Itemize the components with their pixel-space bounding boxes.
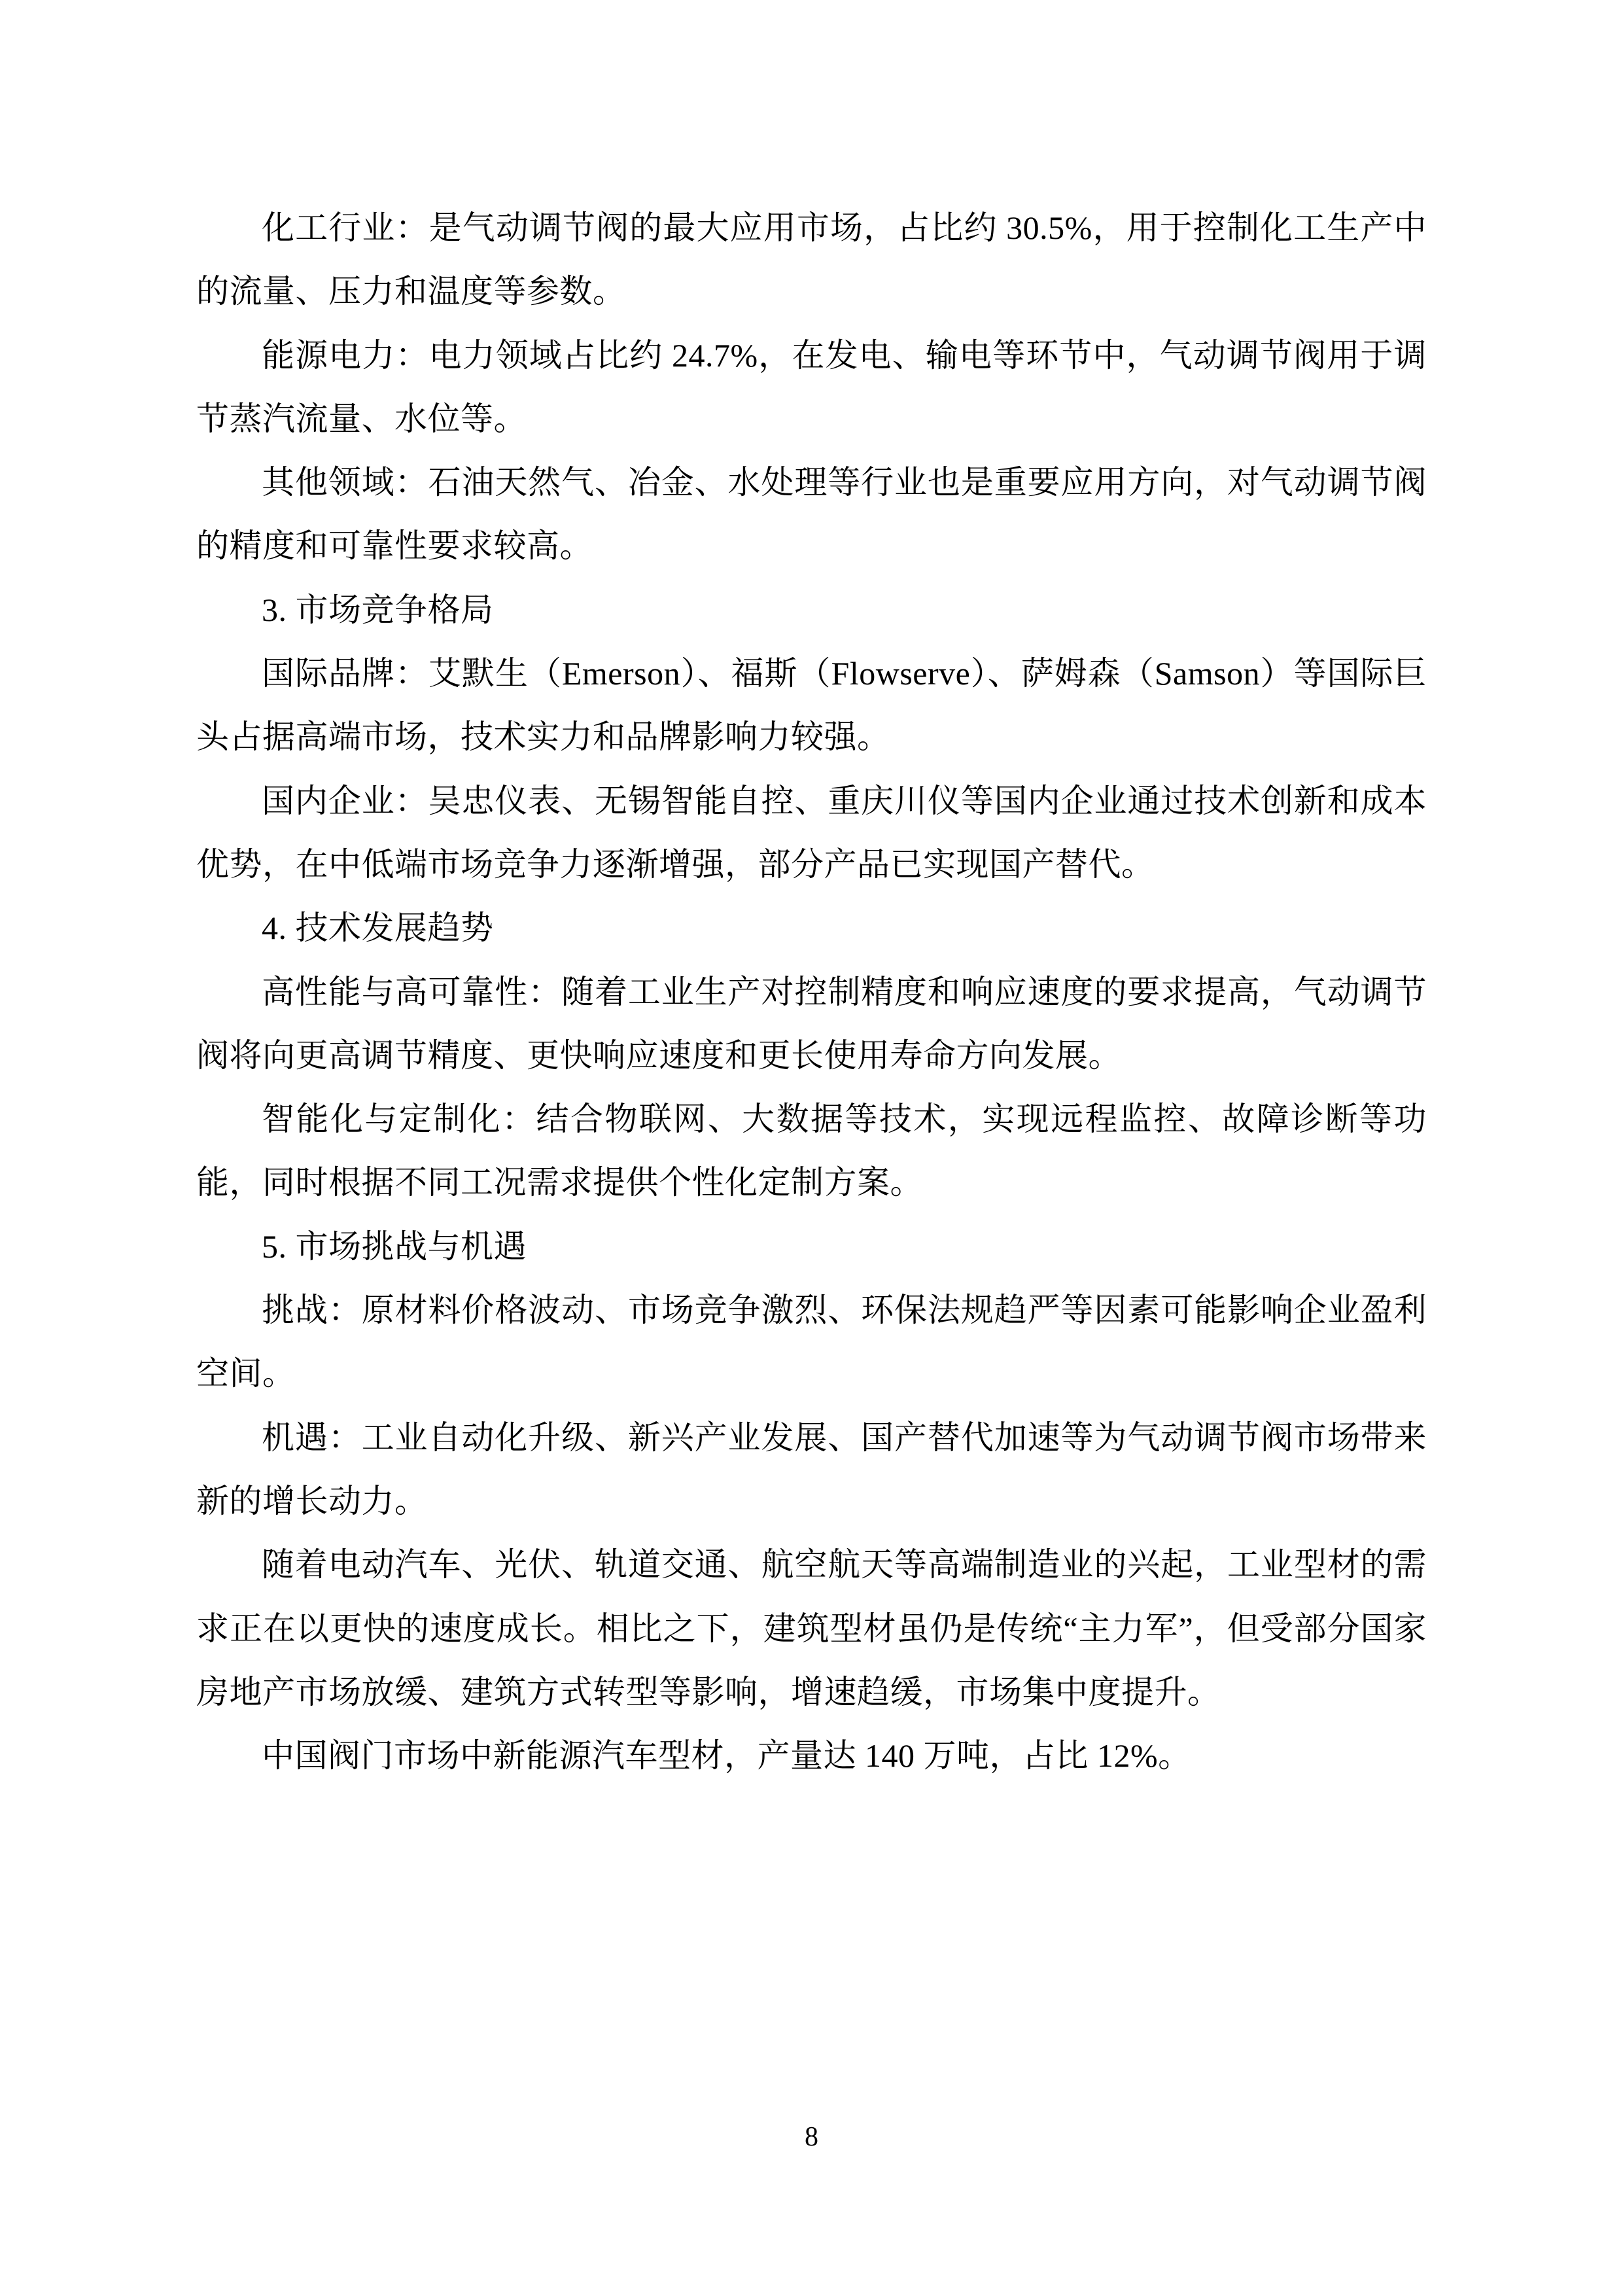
document-body [196, 196, 1427, 1788]
paragraph-industrial-profiles-growth: 随着电动汽车、光伏、轨道交通、航空航天等高端制造业的兴起，工业型材的需求正在以更快的速度成长。相比之下，建筑型材虽仍是传统“主力军”，但受部分国家房地产市场放缓、建筑方式转型等影响，增速趋缓，市场集中度提升。 [196, 1546, 1427, 1710]
paragraph-energy-power: 能源电力：电力领域占比约 24.7%，在发电、输电等环节中，气动调节阀用于调节蒸汽流量、水位等。 [196, 336, 1427, 437]
paragraph-high-performance: 高性能与高可靠性：随着工业生产对控制精度和响应速度的要求提高，气动调节阀将向更高调节精度、更快响应速度和更长使用寿命方向发展。 [196, 973, 1427, 1074]
paragraph-other-fields: 其他领域：石油天然气、冶金、水处理等行业也是重要应用方向，对气动调节阀的精度和可靠性要求较高。 [196, 464, 1427, 565]
section-heading-4-technology-trends: 4. 技术发展趋势 [262, 910, 494, 947]
paragraph-international-brands: 国际品牌：艾默生（Emerson）、福斯（Flowserve）、萨姆森（Samson）等国际巨头占据高端市场，技术实力和品牌影响力较强。 [196, 655, 1427, 756]
paragraph-nev-profiles-output: 中国阀门市场中新能源汽车型材，产量达 140 万吨，占比 12%。 [262, 1737, 1191, 1775]
paragraph-opportunities: 机遇：工业自动化升级、新兴产业发展、国产替代加速等为气动调节阀市场带来新的增长动力。 [196, 1419, 1427, 1519]
section-heading-5-challenges-opportunities: 5. 市场挑战与机遇 [262, 1227, 527, 1265]
paragraph-chemical-industry: 化工行业：是气动调节阀的最大应用市场，占比约 30.5%，用于控制化工生产中的流量、压力和温度等参数。 [196, 209, 1427, 310]
page-number: 8 [805, 2122, 818, 2152]
paragraph-domestic-companies: 国内企业：吴忠仪表、无锡智能自控、重庆川仪等国内企业通过技术创新和成本优势，在中低端市场竞争力逐渐增强，部分产品已实现国产替代。 [196, 782, 1427, 883]
section-heading-3-market-competition: 3. 市场竞争格局 [262, 591, 494, 628]
paragraph-intelligence-customization: 智能化与定制化：结合物联网、大数据等技术，实现远程监控、故障诊断等功能，同时根据不同工况需求提供个性化定制方案。 [196, 1101, 1427, 1201]
paragraph-challenges: 挑战：原材料价格波动、市场竞争激烈、环保法规趋严等因素可能影响企业盈利空间。 [196, 1292, 1427, 1392]
